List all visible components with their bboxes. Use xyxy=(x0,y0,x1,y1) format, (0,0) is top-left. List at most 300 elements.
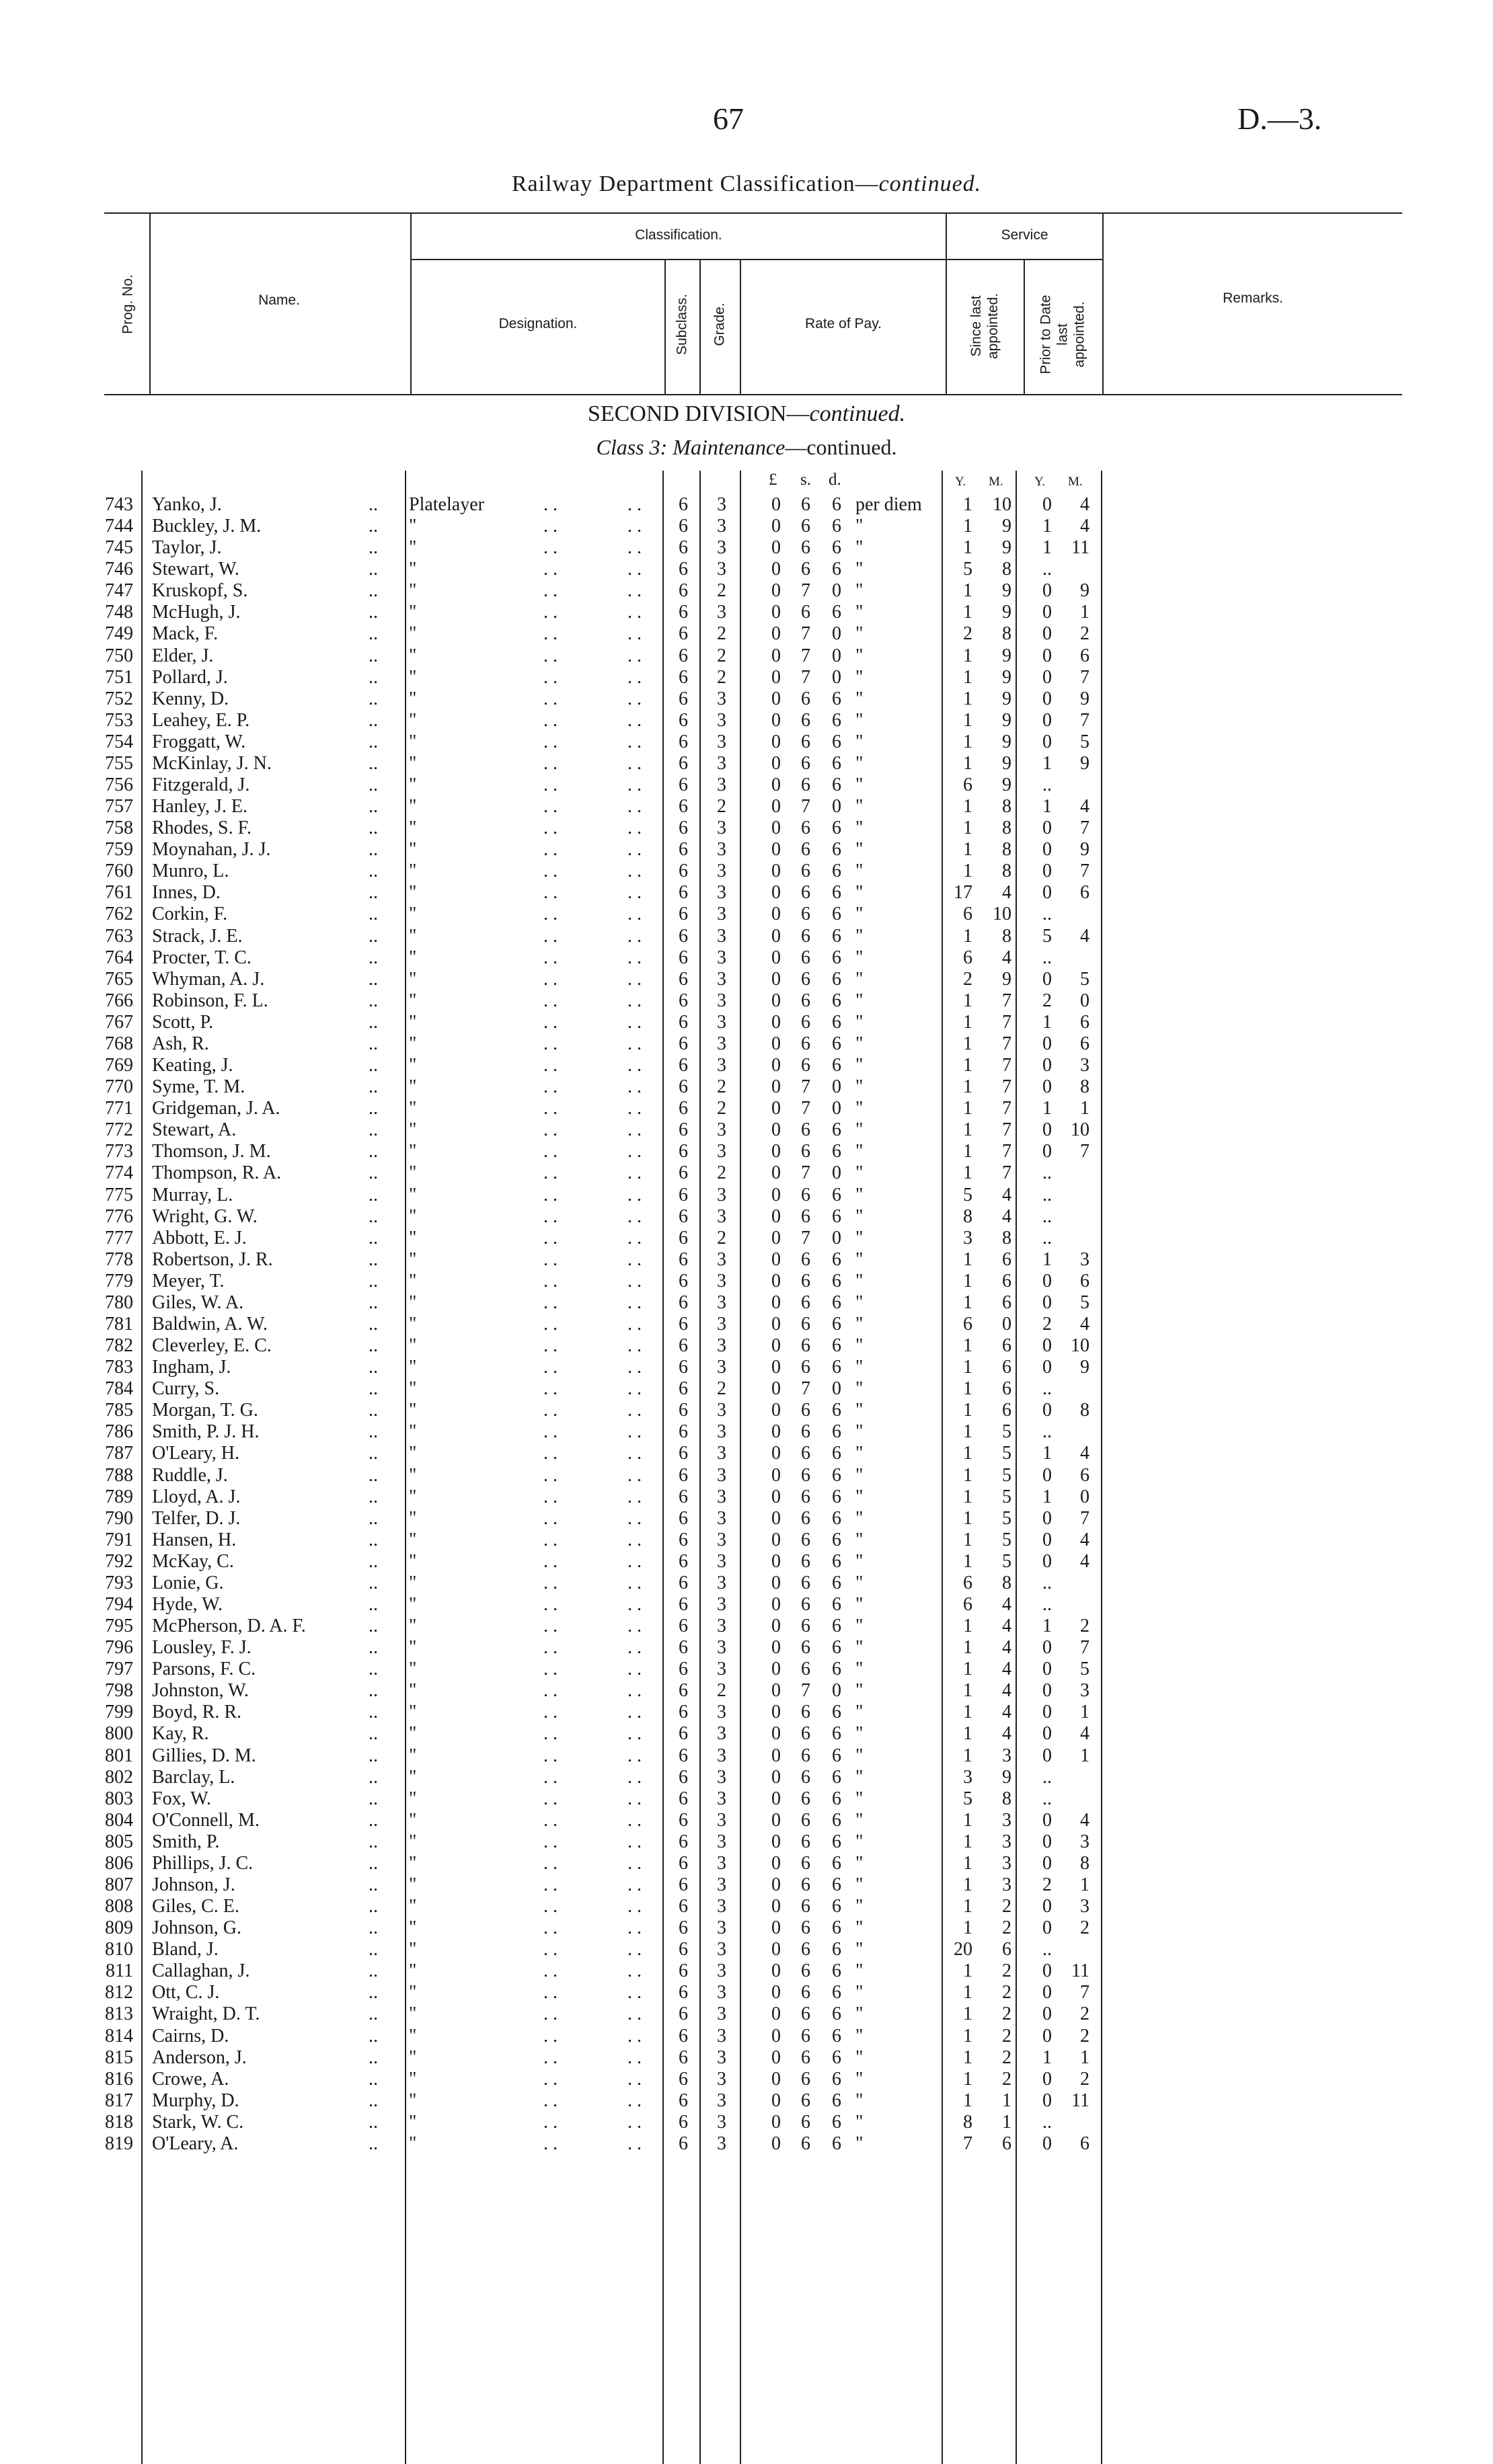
table-row xyxy=(0,1271,1493,1292)
prior-years-cell: .. xyxy=(1042,774,1052,796)
leader-dots: .. xyxy=(369,1809,378,1831)
designation-cell: " xyxy=(409,1227,417,1248)
subclass-cell: 6 xyxy=(679,1680,688,1702)
pay-pence-cell: 6 xyxy=(832,1421,841,1443)
designation-cell: " xyxy=(409,818,417,839)
pay-shillings-cell: 6 xyxy=(801,1529,810,1550)
prior-years-cell: 2 xyxy=(1042,1874,1052,1895)
prior-years-cell: 0 xyxy=(1042,968,1052,990)
pay-pence-cell: 6 xyxy=(832,516,841,537)
pay-pounds-cell: 0 xyxy=(771,2068,781,2090)
leader-dots: . . xyxy=(627,580,642,602)
pay-unit-cell: " xyxy=(855,752,864,774)
subclass-cell: 6 xyxy=(679,2046,688,2068)
grade-cell: 3 xyxy=(717,709,726,731)
pay-unit-cell: " xyxy=(855,1831,864,1852)
pay-shillings-cell: 7 xyxy=(801,1098,810,1119)
subclass-cell: 6 xyxy=(679,2068,688,2090)
pay-shillings-cell: 6 xyxy=(801,882,810,904)
pay-unit-cell: " xyxy=(855,1616,864,1637)
prior-years-cell: 0 xyxy=(1042,1637,1052,1659)
leader-dots: . . xyxy=(543,731,558,752)
subclass-cell: 6 xyxy=(679,1702,688,1723)
leader-dots: . . xyxy=(543,537,558,559)
prog-no-cell: 817 xyxy=(105,2090,133,2111)
table-row xyxy=(0,1206,1493,1228)
prior-months-cell: 2 xyxy=(1080,1917,1089,1939)
leader-dots: . . xyxy=(543,1939,558,1960)
prog-no-cell: 802 xyxy=(105,1766,133,1788)
name-cell: Meyer, T. xyxy=(152,1270,225,1291)
since-years-cell: 1 xyxy=(963,1098,972,1119)
since-years-cell: 1 xyxy=(963,925,972,947)
designation-cell: " xyxy=(409,580,417,602)
pay-pounds-cell: 0 xyxy=(771,1766,781,1788)
leader-dots: .. xyxy=(369,1335,378,1357)
table-row xyxy=(0,1637,1493,1659)
designation-cell: " xyxy=(409,2090,417,2111)
since-years-cell: 1 xyxy=(963,1141,972,1162)
table-row xyxy=(0,602,1493,623)
pay-pounds-cell: 0 xyxy=(771,1831,781,1852)
leader-dots: . . xyxy=(543,2090,558,2111)
pay-shillings-cell: 7 xyxy=(801,1162,810,1184)
name-cell: Munro, L. xyxy=(152,861,229,882)
leader-dots: .. xyxy=(369,1702,378,1723)
prog-no-cell: 749 xyxy=(105,623,133,645)
prior-years-cell: 0 xyxy=(1042,1270,1052,1291)
designation-cell: " xyxy=(409,688,417,709)
since-months-cell: 3 xyxy=(1002,1809,1011,1831)
name-cell: Ott, C. J. xyxy=(152,1982,220,2003)
grade-cell: 2 xyxy=(717,645,726,666)
leader-dots: .. xyxy=(369,1852,378,1874)
prog-no-cell: 756 xyxy=(105,774,133,796)
subclass-cell: 6 xyxy=(679,1874,688,1895)
subclass-cell: 6 xyxy=(679,1507,688,1529)
designation-cell: " xyxy=(409,1960,417,1982)
prior-years-cell: .. xyxy=(1042,947,1052,968)
leader-dots: .. xyxy=(369,796,378,818)
grade-cell: 3 xyxy=(717,990,726,1011)
subclass-cell: 6 xyxy=(679,516,688,537)
prior-months-cell: 1 xyxy=(1080,2046,1089,2068)
designation-cell: " xyxy=(409,1831,417,1852)
name-cell: Wright, G. W. xyxy=(152,1205,258,1227)
leader-dots: . . xyxy=(543,1335,558,1357)
pay-shillings-cell: 6 xyxy=(801,1357,810,1378)
pay-pence-cell: 6 xyxy=(832,1205,841,1227)
name-cell: Baldwin, A. W. xyxy=(152,1313,268,1335)
pay-unit-cell: " xyxy=(855,1270,864,1291)
grade-cell: 3 xyxy=(717,1874,726,1895)
pay-shillings-cell: 6 xyxy=(801,1486,810,1507)
since-years-cell: 1 xyxy=(963,688,972,709)
since-years-cell: 1 xyxy=(963,516,972,537)
since-years-cell: 2 xyxy=(963,968,972,990)
prog-no-cell: 808 xyxy=(105,1896,133,1917)
designation-cell: " xyxy=(409,1723,417,1745)
name-cell: O'Connell, M. xyxy=(152,1809,260,1831)
subclass-cell: 6 xyxy=(679,818,688,839)
prior-months-cell: 4 xyxy=(1080,1529,1089,1550)
leader-dots: . . xyxy=(627,623,642,645)
pay-pounds-cell: 0 xyxy=(771,1982,781,2003)
leader-dots: . . xyxy=(543,516,558,537)
pay-pounds-cell: 0 xyxy=(771,1723,781,1745)
pay-shillings-cell: 6 xyxy=(801,602,810,623)
designation-cell: " xyxy=(409,2025,417,2046)
leader-dots: . . xyxy=(627,1357,642,1378)
leader-dots: .. xyxy=(369,1831,378,1852)
leader-dots: . . xyxy=(543,688,558,709)
pay-shillings-cell: 6 xyxy=(801,925,810,947)
designation-cell: " xyxy=(409,2003,417,2025)
pay-pence-cell: 6 xyxy=(832,1400,841,1421)
pay-pounds-cell: 0 xyxy=(771,645,781,666)
pay-pence-cell: 0 xyxy=(832,645,841,666)
leader-dots: . . xyxy=(543,2111,558,2133)
subclass-cell: 6 xyxy=(679,1378,688,1400)
prior-years-cell: 0 xyxy=(1042,1917,1052,1939)
prior-years-cell: 0 xyxy=(1042,1745,1052,1766)
designation-cell: " xyxy=(409,1659,417,1680)
class-prefix: Class 3: xyxy=(596,435,673,459)
table-row xyxy=(0,1421,1493,1443)
pay-unit-cell: " xyxy=(855,1745,864,1766)
table-row xyxy=(0,1033,1493,1055)
prog-no-cell: 806 xyxy=(105,1852,133,1874)
pay-unit-cell: " xyxy=(855,1809,864,1831)
pay-unit-cell: " xyxy=(855,559,864,580)
prog-no-cell: 774 xyxy=(105,1162,133,1184)
name-cell: Crowe, A. xyxy=(152,2068,229,2090)
designation-cell: " xyxy=(409,1745,417,1766)
prior-years-cell: .. xyxy=(1042,1162,1052,1184)
since-years-cell: 6 xyxy=(963,1593,972,1615)
prior-years-cell: 0 xyxy=(1042,1659,1052,1680)
pay-unit-cell: " xyxy=(855,839,864,861)
prog-no-cell: 786 xyxy=(105,1421,133,1443)
pay-pence-cell: 0 xyxy=(832,1680,841,1702)
subclass-cell: 6 xyxy=(679,688,688,709)
pay-shillings-cell: 7 xyxy=(801,796,810,818)
pay-pounds-cell: 0 xyxy=(771,1443,781,1464)
grade-cell: 3 xyxy=(717,774,726,796)
designation-cell: " xyxy=(409,861,417,882)
prior-years-cell: 0 xyxy=(1042,1896,1052,1917)
pay-pence-cell: 0 xyxy=(832,623,841,645)
prog-no-cell: 775 xyxy=(105,1184,133,1205)
grade-cell: 3 xyxy=(717,516,726,537)
prog-no-cell: 768 xyxy=(105,1033,133,1054)
leader-dots: . . xyxy=(543,2068,558,2090)
name-cell: Corkin, F. xyxy=(152,904,228,925)
pay-shillings-cell: 6 xyxy=(801,1616,810,1637)
leader-dots: . . xyxy=(627,494,642,515)
name-cell: McKay, C. xyxy=(152,1550,234,1572)
grade-cell: 3 xyxy=(717,968,726,990)
leader-dots: . . xyxy=(627,2133,642,2154)
pay-pounds-cell: 0 xyxy=(771,602,781,623)
prog-no-cell: 767 xyxy=(105,1011,133,1033)
since-months-cell: 10 xyxy=(993,494,1011,515)
grade-cell: 3 xyxy=(717,1659,726,1680)
leader-dots: .. xyxy=(369,1098,378,1119)
leader-dots: . . xyxy=(543,1205,558,1227)
subclass-cell: 6 xyxy=(679,1270,688,1291)
designation-cell: " xyxy=(409,990,417,1011)
pay-pounds-cell: 0 xyxy=(771,968,781,990)
since-years-cell: 1 xyxy=(963,2068,972,2090)
pay-unit-cell: " xyxy=(855,1529,864,1550)
pay-unit-cell: " xyxy=(855,1680,864,1702)
pay-shillings-cell: 6 xyxy=(801,2090,810,2111)
subclass-cell: 6 xyxy=(679,752,688,774)
subclass-cell: 6 xyxy=(679,904,688,925)
since-months-cell: 4 xyxy=(1002,1680,1011,1702)
pay-pence-cell: 6 xyxy=(832,1702,841,1723)
since-years-cell: 1 xyxy=(963,580,972,602)
prog-no-cell: 757 xyxy=(105,796,133,818)
pay-pounds-cell: 0 xyxy=(771,1098,781,1119)
since-months-cell: 7 xyxy=(1002,1076,1011,1098)
leader-dots: .. xyxy=(369,1917,378,1939)
pay-shillings-cell: 6 xyxy=(801,1982,810,2003)
grade-cell: 3 xyxy=(717,1291,726,1313)
designation-cell: Platelayer xyxy=(409,494,484,515)
name-cell: Strack, J. E. xyxy=(152,925,243,947)
designation-cell: " xyxy=(409,1852,417,1874)
class-heading xyxy=(0,435,1493,460)
prog-no-cell: 745 xyxy=(105,537,133,559)
grade-cell: 3 xyxy=(717,1421,726,1443)
prog-no-cell: 816 xyxy=(105,2068,133,2090)
subclass-cell: 6 xyxy=(679,925,688,947)
table-row xyxy=(0,796,1493,818)
prog-no-cell: 780 xyxy=(105,1291,133,1313)
pay-pounds-cell: 0 xyxy=(771,1248,781,1270)
since-years-cell: 6 xyxy=(963,904,972,925)
pay-shillings-cell: 6 xyxy=(801,1572,810,1593)
leader-dots: . . xyxy=(627,1852,642,1874)
prior-years-cell: 0 xyxy=(1042,1529,1052,1550)
subclass-cell: 6 xyxy=(679,1162,688,1184)
table-row xyxy=(0,1939,1493,1960)
pay-pounds-cell: 0 xyxy=(771,1011,781,1033)
pay-shillings-cell: 7 xyxy=(801,1680,810,1702)
pay-shillings-cell: 6 xyxy=(801,1659,810,1680)
grade-cell: 3 xyxy=(717,2003,726,2025)
designation-cell: " xyxy=(409,752,417,774)
prog-no-cell: 761 xyxy=(105,882,133,904)
leader-dots: . . xyxy=(627,537,642,559)
since-months-cell: 8 xyxy=(1002,796,1011,818)
grade-cell: 2 xyxy=(717,1076,726,1098)
since-months-cell: 9 xyxy=(1002,580,1011,602)
pay-unit-cell: " xyxy=(855,1766,864,1788)
leader-dots: .. xyxy=(369,1227,378,1248)
leader-dots: .. xyxy=(369,1593,378,1615)
leader-dots: . . xyxy=(543,623,558,645)
leader-dots: . . xyxy=(543,861,558,882)
prog-no-cell: 759 xyxy=(105,839,133,861)
table-row xyxy=(0,1788,1493,1810)
prog-no-cell: 794 xyxy=(105,1593,133,1615)
grade-cell: 3 xyxy=(717,1550,726,1572)
pay-pence-cell: 6 xyxy=(832,2111,841,2133)
name-cell: Cleverley, E. C. xyxy=(152,1335,272,1357)
subclass-cell: 6 xyxy=(679,645,688,666)
prog-no-cell: 777 xyxy=(105,1227,133,1248)
table-row xyxy=(0,1357,1493,1378)
pay-unit-cell: " xyxy=(855,1357,864,1378)
table-row xyxy=(0,494,1493,516)
leader-dots: . . xyxy=(627,1616,642,1637)
leader-dots: .. xyxy=(369,1184,378,1205)
since-months-cell: 4 xyxy=(1002,1593,1011,1615)
leader-dots: . . xyxy=(627,2003,642,2025)
pay-shillings-cell: 6 xyxy=(801,1421,810,1443)
designation-cell: " xyxy=(409,774,417,796)
leader-dots: . . xyxy=(627,1637,642,1659)
leader-dots: .. xyxy=(369,1572,378,1593)
table-row xyxy=(0,904,1493,925)
pay-shillings-cell: 6 xyxy=(801,731,810,752)
name-cell: Taylor, J. xyxy=(152,537,222,559)
table-row xyxy=(0,731,1493,753)
leader-dots: .. xyxy=(369,1011,378,1033)
prior-years-cell: 0 xyxy=(1042,1960,1052,1982)
grade-cell: 3 xyxy=(717,1464,726,1486)
table-row xyxy=(0,1055,1493,1076)
since-years-cell: 1 xyxy=(963,1378,972,1400)
leader-dots: . . xyxy=(627,1529,642,1550)
name-cell: Callaghan, J. xyxy=(152,1960,250,1982)
pay-unit-cell: " xyxy=(855,1011,864,1033)
leader-dots: .. xyxy=(369,818,378,839)
leader-dots: .. xyxy=(369,1486,378,1507)
page-title-continued: continued. xyxy=(878,171,982,196)
prior-months-cell: 7 xyxy=(1080,1507,1089,1529)
leader-dots: .. xyxy=(369,645,378,666)
prior-years-cell: .. xyxy=(1042,1421,1052,1443)
prior-years-cell: 0 xyxy=(1042,1702,1052,1723)
grade-cell: 3 xyxy=(717,1119,726,1141)
since-years-cell: 1 xyxy=(963,1637,972,1659)
designation-cell: " xyxy=(409,709,417,731)
header-prior-to-date: Prior to Date last appointed. xyxy=(1038,294,1087,374)
pay-pounds-cell: 0 xyxy=(771,1917,781,1939)
pay-shillings-cell: 6 xyxy=(801,861,810,882)
table-row xyxy=(0,818,1493,839)
subclass-cell: 6 xyxy=(679,1141,688,1162)
table-row xyxy=(0,1508,1493,1529)
pay-pence-cell: 6 xyxy=(832,2046,841,2068)
prior-months-cell: 4 xyxy=(1080,796,1089,818)
name-cell: Curry, S. xyxy=(152,1378,220,1400)
designation-cell: " xyxy=(409,2046,417,2068)
since-months-cell: 3 xyxy=(1002,1745,1011,1766)
grade-cell: 3 xyxy=(717,818,726,839)
leader-dots: . . xyxy=(627,947,642,968)
table-row xyxy=(0,926,1493,947)
grade-cell: 3 xyxy=(717,1960,726,1982)
designation-cell: " xyxy=(409,1529,417,1550)
leader-dots: . . xyxy=(543,1788,558,1809)
prior-years-cell: 1 xyxy=(1042,2046,1052,2068)
pay-pounds-cell: 0 xyxy=(771,516,781,537)
name-cell: Hyde, W. xyxy=(152,1593,223,1615)
leader-dots: . . xyxy=(627,1550,642,1572)
pay-pounds-cell: 0 xyxy=(771,623,781,645)
leader-dots: .. xyxy=(369,1076,378,1098)
prog-no-cell: 784 xyxy=(105,1378,133,1400)
leader-dots: . . xyxy=(543,1141,558,1162)
prior-months-cell: 9 xyxy=(1080,839,1089,861)
leader-dots: . . xyxy=(627,1400,642,1421)
since-months-cell: 2 xyxy=(1002,2046,1011,2068)
pay-unit-cell: " xyxy=(855,688,864,709)
subclass-cell: 6 xyxy=(679,1335,688,1357)
leader-dots: . . xyxy=(543,1550,558,1572)
since-years-cell: 1 xyxy=(963,1616,972,1637)
pay-pence-cell: 6 xyxy=(832,709,841,731)
since-months-cell: 8 xyxy=(1002,818,1011,839)
subclass-cell: 6 xyxy=(679,1572,688,1593)
leader-dots: . . xyxy=(543,1119,558,1141)
pay-pounds-cell: 0 xyxy=(771,1788,781,1809)
prog-no-cell: 800 xyxy=(105,1723,133,1745)
pay-shillings-cell: 6 xyxy=(801,537,810,559)
grade-cell: 2 xyxy=(717,1162,726,1184)
pay-shillings-cell: 6 xyxy=(801,1766,810,1788)
subclass-cell: 6 xyxy=(679,947,688,968)
leader-dots: . . xyxy=(627,1443,642,1464)
pay-unit-cell: " xyxy=(855,1702,864,1723)
pay-shillings-cell: 6 xyxy=(801,1464,810,1486)
subclass-cell: 6 xyxy=(679,861,688,882)
since-years-cell: 1 xyxy=(963,1896,972,1917)
pay-pounds-cell: 0 xyxy=(771,494,781,515)
since-years-cell: 1 xyxy=(963,1960,972,1982)
designation-cell: " xyxy=(409,1486,417,1507)
designation-cell: " xyxy=(409,731,417,752)
pay-pounds-cell: 0 xyxy=(771,1141,781,1162)
pay-pence-cell: 6 xyxy=(832,1852,841,1874)
prior-months-cell: 5 xyxy=(1080,968,1089,990)
pay-pounds-cell: 0 xyxy=(771,1227,781,1248)
pay-pence-cell: 6 xyxy=(832,559,841,580)
since-months-cell: 9 xyxy=(1002,645,1011,666)
leader-dots: . . xyxy=(627,2090,642,2111)
leader-dots: .. xyxy=(369,925,378,947)
header-grade: Grade. xyxy=(712,303,728,346)
leader-dots: .. xyxy=(369,1270,378,1291)
grade-cell: 3 xyxy=(717,1809,726,1831)
grade-cell: 3 xyxy=(717,602,726,623)
grade-cell: 3 xyxy=(717,1917,726,1939)
table-row xyxy=(0,1896,1493,1917)
since-years-cell: 1 xyxy=(963,1659,972,1680)
leader-dots: . . xyxy=(627,1184,642,1205)
prior-months-cell: 4 xyxy=(1080,1443,1089,1464)
name-cell: Smith, P. J. H. xyxy=(152,1421,260,1443)
pay-pounds-cell: 0 xyxy=(771,2003,781,2025)
pay-pounds-cell: 0 xyxy=(771,818,781,839)
leader-dots: . . xyxy=(543,1227,558,1248)
since-years-cell: 3 xyxy=(963,1227,972,1248)
